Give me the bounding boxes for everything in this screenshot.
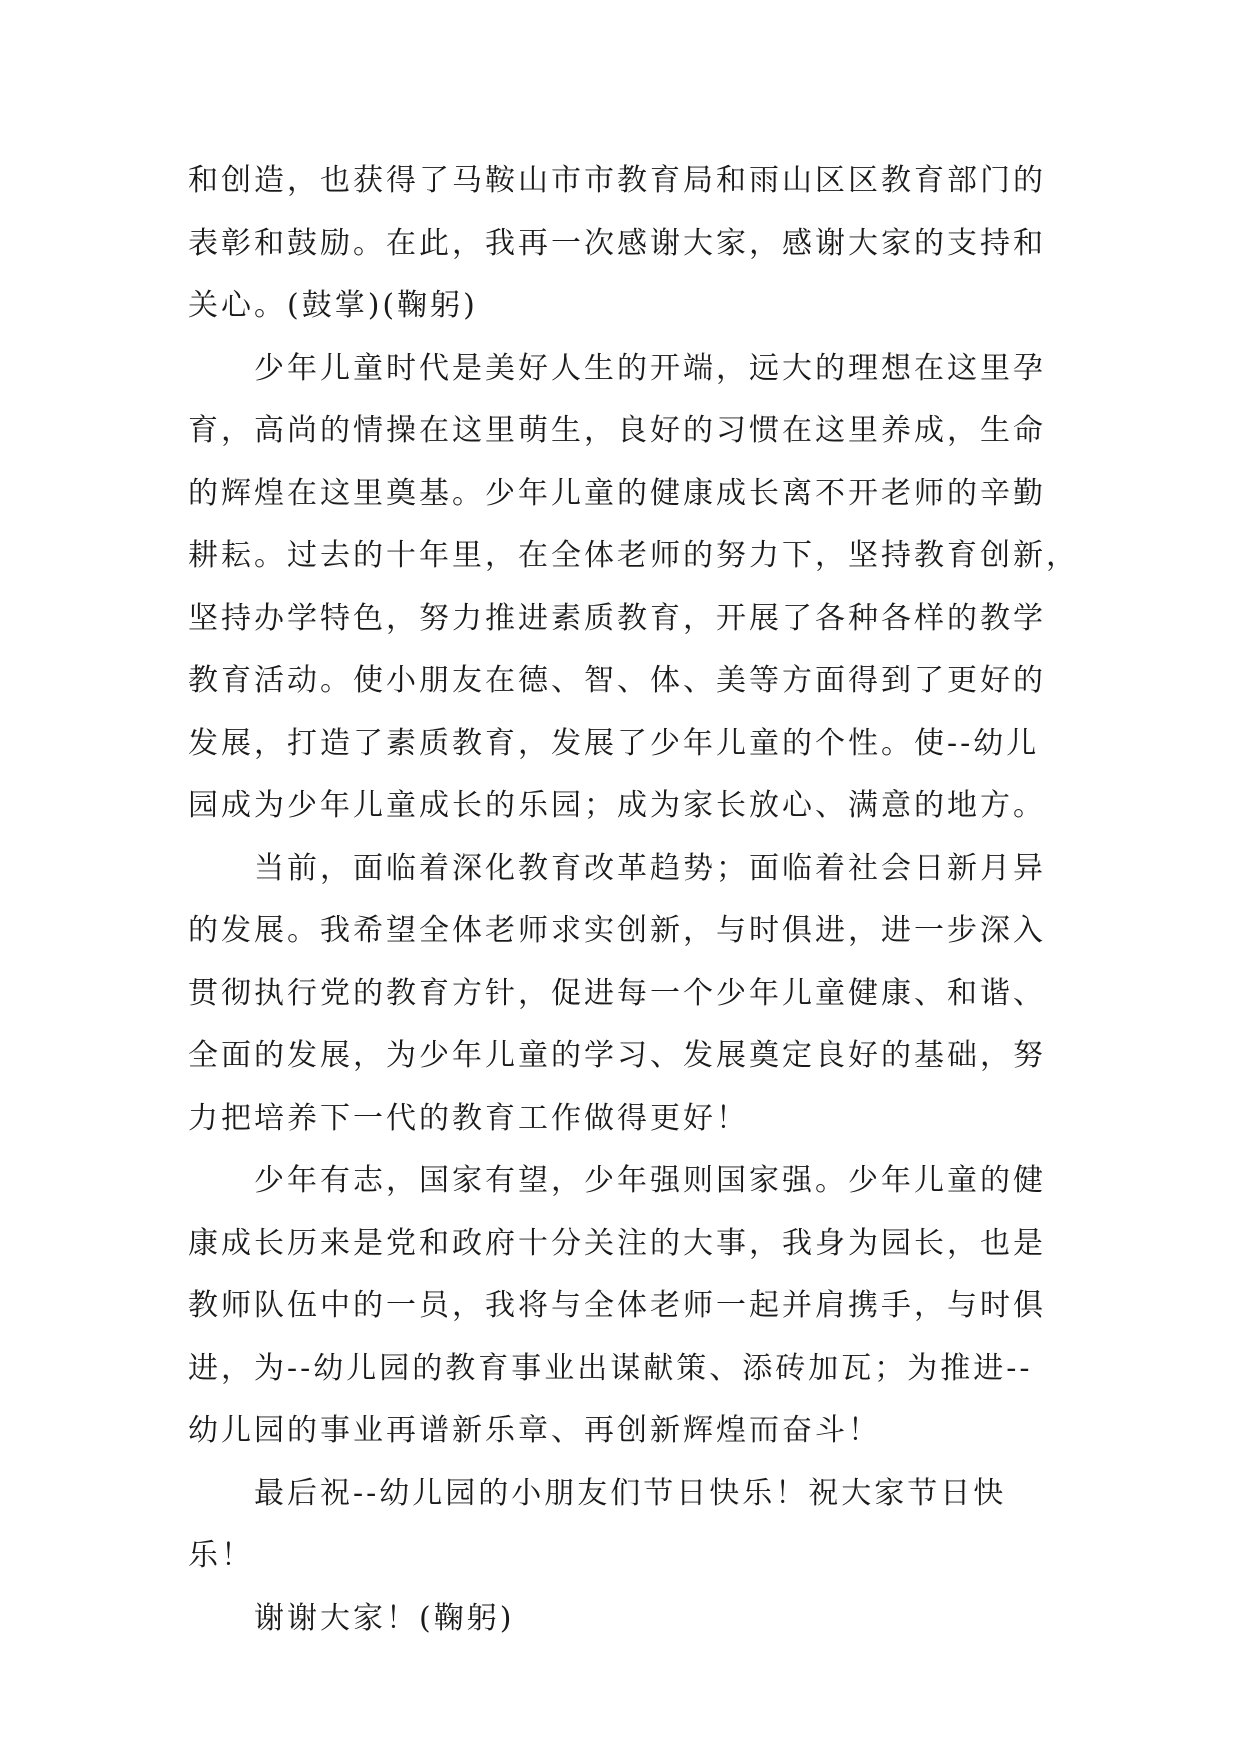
text-line: 教师队伍中的一员，我将与全体老师一起并肩携手，与时俱 — [188, 1288, 1046, 1323]
text-line: 进，为--幼儿园的教育事业出谋献策、添砖加瓦；为推进-- — [188, 1350, 1033, 1386]
text-line: 坚持办学特色，努力推进素质教育，开展了各种各样的教学 — [188, 600, 1046, 636]
text-line: 幼儿园的事业再谱新乐章、再创新辉煌而奋斗！ — [188, 1413, 881, 1448]
text-line: 表彰和鼓励。在此，我再一次感谢大家，感谢大家的支持和 — [188, 225, 1046, 261]
document-body — [188, 150, 1079, 1650]
text-line: 贯彻执行党的教育方针，促进每一个少年儿童健康、和谐、 — [188, 975, 1046, 1011]
text-line: 育，高尚的情操在这里萌生，良好的习惯在这里养成，生命 — [188, 413, 1046, 448]
text-line: 关心。(鼓掌)(鞠躬) — [188, 288, 478, 323]
paragraph-start-line: 最后祝--幼儿园的小朋友们节日快乐！祝大家节日快 — [254, 1475, 1007, 1511]
paragraph-start-line: 少年有志，国家有望，少年强则国家强。少年儿童的健 — [254, 1163, 1046, 1198]
text-line: 力把培养下一代的教育工作做得更好！ — [188, 1100, 749, 1136]
text-line: 乐！ — [188, 1538, 254, 1573]
text-line: 和创造，也获得了马鞍山市市教育局和雨山区区教育部门的 — [188, 163, 1046, 198]
text-line: 园成为少年儿童成长的乐园；成为家长放心、满意的地方。 — [188, 788, 1046, 823]
text-line: 发展，打造了素质教育，发展了少年儿童的个性。使--幼儿 — [188, 725, 1040, 761]
text-line: 的辉煌在这里奠基。少年儿童的健康成长离不开老师的辛勤 — [188, 475, 1046, 511]
text-line: 康成长历来是党和政府十分关注的大事，我身为园长，也是 — [188, 1225, 1046, 1261]
text-line: 教育活动。使小朋友在德、智、体、美等方面得到了更好的 — [188, 663, 1046, 698]
text-line: 的发展。我希望全体老师求实创新，与时俱进，进一步深入 — [188, 913, 1046, 948]
paragraph-start-line: 少年儿童时代是美好人生的开端，远大的理想在这里孕 — [254, 350, 1046, 386]
text-line: 耕耘。过去的十年里，在全体老师的努力下，坚持教育创新， — [188, 538, 1079, 573]
closing-line: 谢谢大家！(鞠躬) — [254, 1600, 515, 1636]
text-line: 全面的发展，为少年儿童的学习、发展奠定良好的基础，努 — [188, 1038, 1046, 1073]
paragraph-start-line: 当前，面临着深化教育改革趋势；面临着社会日新月异 — [254, 850, 1046, 886]
